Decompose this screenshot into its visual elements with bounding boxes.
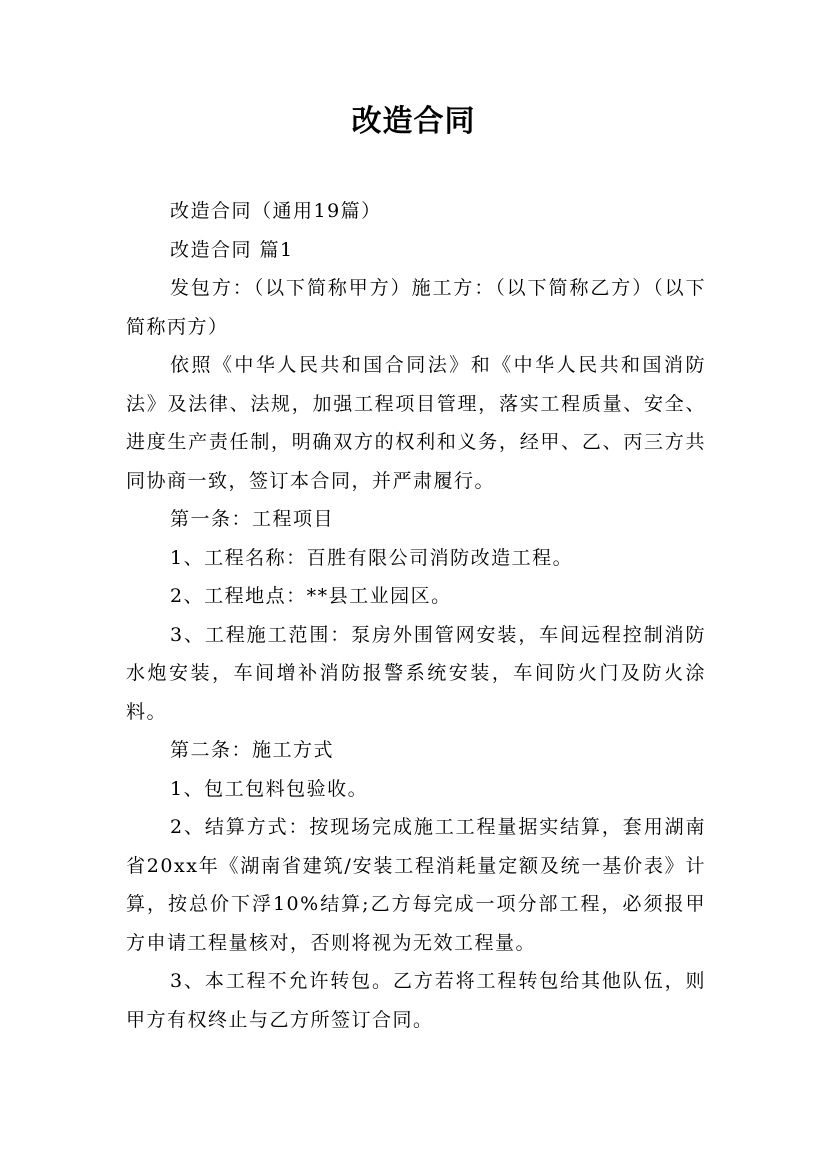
paragraph-article-2-heading: 第二条：施工方式 [170, 739, 335, 761]
paragraph-project-name: 1、工程名称：百胜有限公司消防改造工程。 [170, 546, 574, 569]
document-title: 改造合同 [351, 104, 476, 139]
paragraph-subtitle: 改造合同（通用19篇） [170, 200, 382, 222]
paragraph-article-1-heading: 第一条：工程项目 [170, 508, 335, 530]
document-body [126, 192, 706, 1039]
paragraph-preamble: 依照《中华人民共和国合同法》和《中华人民共和国消防法》及法律、法规，加强工程项目管理，落实工程质量、安全、进度生产责任制，明确双方的权利和义务，经甲、乙、丙三方共同协商一致，签订本合同，并严肃履行。 [126, 354, 706, 492]
paragraph-parties: 发包方：（以下简称甲方）施工方：（以下简称乙方）（以下简称丙方） [126, 277, 706, 338]
paragraph-contract-mode: 1、包工包料包验收。 [170, 777, 369, 800]
paragraph-no-subcontract: 3、本工程不允许转包。乙方若将工程转包给其他队伍，则甲方有权终止与乙方所签订合同。 [126, 970, 706, 1031]
paragraph-project-scope: 3、工程施工范围：泵房外围管网安装，车间远程控制消防水炮安装，车间增补消防报警系统安装，车间防火门及防火涂料。 [126, 623, 706, 723]
paragraph-settlement: 2、结算方式：按现场完成施工工程量据实结算，套用湖南省20xx年《湖南省建筑/安装工程消耗量定额及统一基价表》计算，按总价下浮10%结算;乙方每完成一项分部工程，必须报甲方申请工程量核对，否则将视为无效工程量。 [126, 816, 706, 954]
paragraph-section-heading: 改造合同 篇1 [170, 238, 294, 261]
paragraph-project-location: 2、工程地点：**县工业园区。 [170, 585, 452, 607]
